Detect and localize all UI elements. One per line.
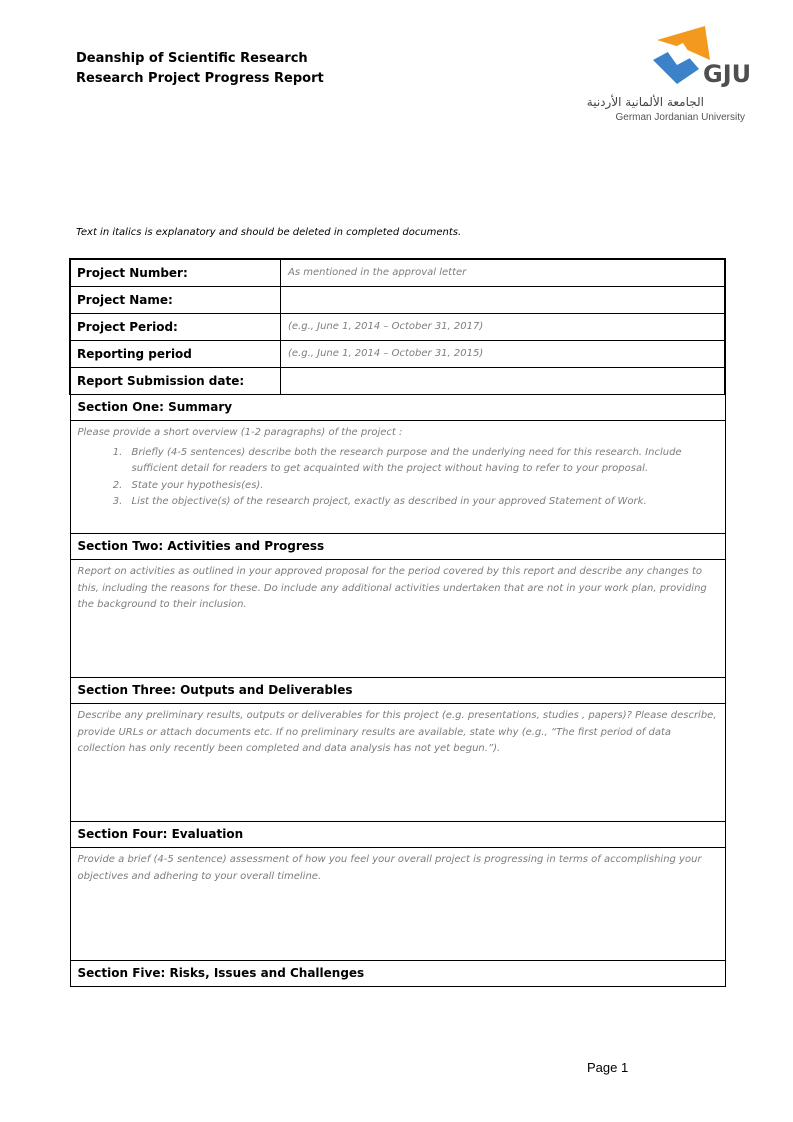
logo-english-name: German Jordanian University [615, 112, 745, 123]
field-row-project-number [70, 259, 725, 287]
section-content[interactable] [70, 421, 725, 534]
deanship-title: Deanship of Scientific Research [76, 51, 308, 66]
section-title: Section Three: Outputs and Deliverables [70, 678, 725, 704]
field-label: Project Name: [70, 287, 281, 314]
list-item: 3. List the objective(s) of the research project, exactly as described in your approved Statement of Work. [126, 494, 718, 511]
section-header-evaluation [70, 822, 725, 848]
report-title: Research Project Progress Report [76, 71, 324, 86]
field-row-project-name [70, 287, 725, 314]
field-label: Reporting period [70, 341, 281, 368]
list-item: 1. Briefly (4-5 sentences) describe both the research purpose and the underlying need for this research. Include sufficient detail for readers to get acquainted with the project without having to refer to your proposal. [126, 445, 718, 478]
section-title: Section Four: Evaluation [70, 822, 725, 848]
section-body-evaluation [70, 848, 725, 961]
section-intro: Please provide a short overview (1-2 paragraphs) of the project : [77, 427, 403, 438]
report-form-table [69, 258, 726, 987]
section-content[interactable]: Describe any preliminary results, outputs or deliverables for this project (e.g. presentations, studies , papers)? Please describe, provide URLs or attach documents etc. If no preliminary results are available, state why (e.g., “The first period of data collection has only recently been completed and data analysis has not yet begun.”). [70, 704, 725, 822]
field-value[interactable] [281, 368, 725, 395]
section-content[interactable]: Report on activities as outlined in your approved proposal for the period covered by this report and describe any changes to this, including the reasons for these. Do include any additional activities undertaken that are not in your work plan, providing the background to their inclusion. [70, 560, 725, 678]
section-body-outputs [70, 704, 725, 822]
field-row-project-period [70, 314, 725, 341]
field-value[interactable]: (e.g., June 1, 2014 – October 31, 2017) [281, 314, 725, 341]
logo-abbreviation: GJU [703, 60, 752, 88]
section-title: Section Five: Risks, Issues and Challenges [70, 961, 725, 987]
section-title: Section One: Summary [70, 395, 725, 421]
section-header-activities [70, 534, 725, 560]
field-label: Report Submission date: [70, 368, 281, 395]
page-number: Page 1 [587, 1060, 629, 1075]
field-label: Project Number: [70, 259, 281, 287]
section-content[interactable]: Provide a brief (4-5 sentence) assessment of how you feel your overall project is progressing in terms of accomplishing your objectives and adhering to your overall timeline. [70, 848, 725, 961]
section-header-summary [70, 395, 725, 421]
document-header [76, 49, 324, 89]
instruction-note: Text in italics is explanatory and should be deleted in completed documents. [76, 227, 462, 238]
field-row-submission-date [70, 368, 725, 395]
section-title: Section Two: Activities and Progress [70, 534, 725, 560]
summary-instruction-list [78, 445, 718, 511]
list-item: 2. State your hypothesis(es). [126, 478, 718, 495]
field-value[interactable]: (e.g., June 1, 2014 – October 31, 2015) [281, 341, 725, 368]
section-header-outputs [70, 678, 725, 704]
university-logo [583, 24, 752, 128]
section-body-activities [70, 560, 725, 678]
section-body-summary [70, 421, 725, 534]
section-header-risks [70, 961, 725, 987]
field-row-reporting-period [70, 341, 725, 368]
field-value[interactable]: As mentioned in the approval letter [281, 259, 725, 287]
field-label: Project Period: [70, 314, 281, 341]
field-value[interactable] [281, 287, 725, 314]
logo-arabic-name: الجامعة الألمانية الأردنية [586, 95, 704, 109]
